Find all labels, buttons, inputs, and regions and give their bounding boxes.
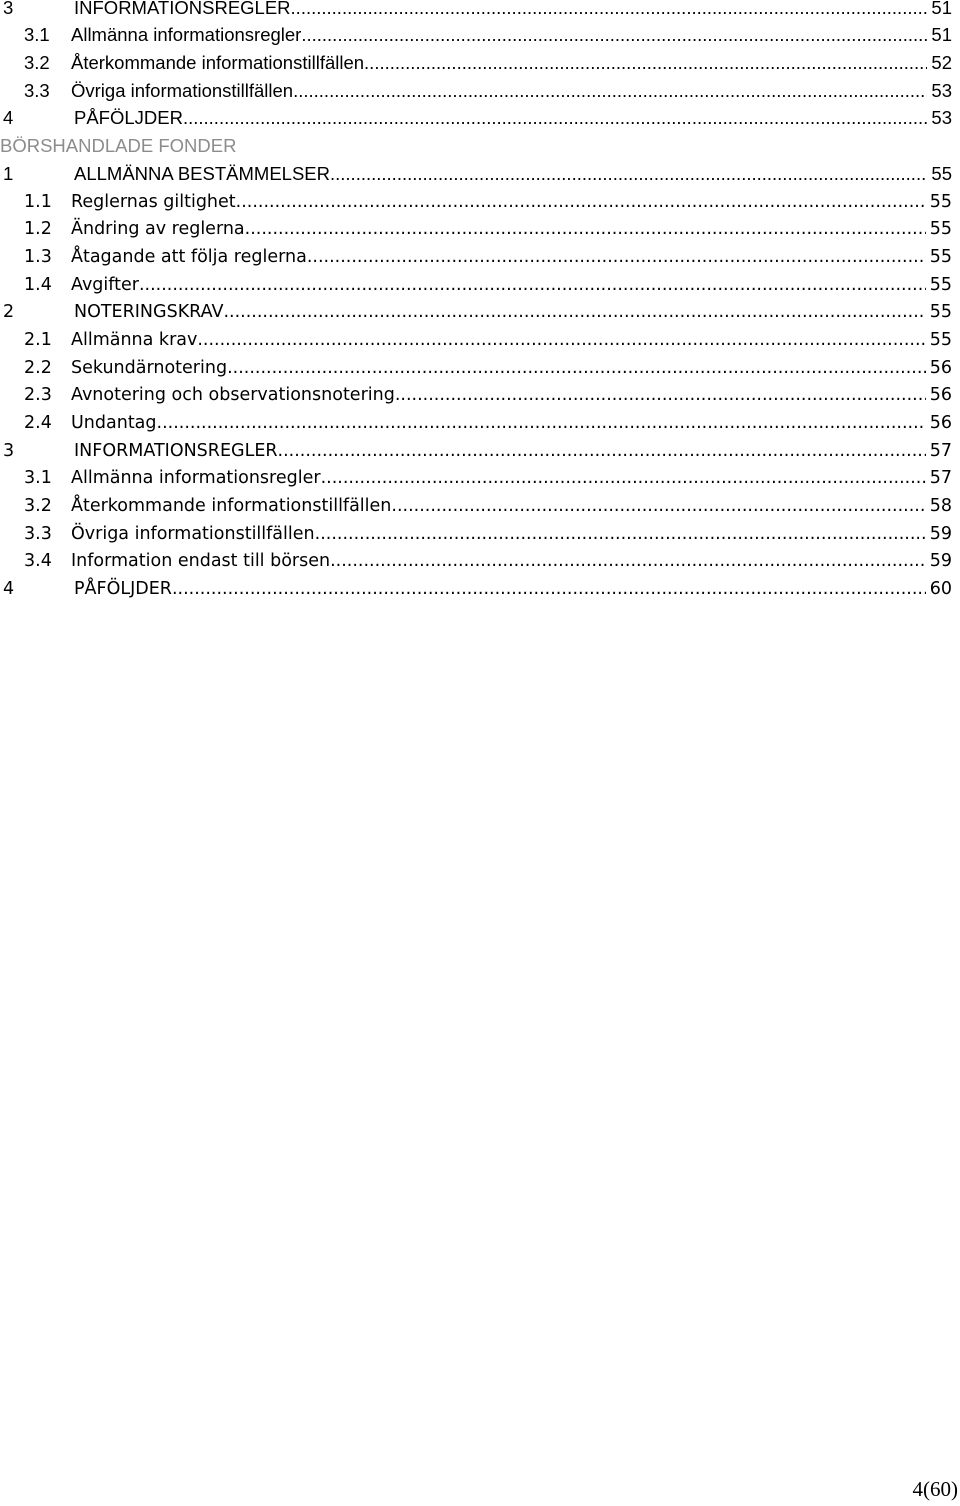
toc-leader-dots xyxy=(307,246,926,268)
toc-entry-title: Återkommande informationstillfällen xyxy=(71,52,365,74)
toc-entry-title: Information endast till börsen xyxy=(71,551,331,572)
toc-entry-page: 58 xyxy=(929,496,952,517)
toc-entry[interactable] xyxy=(0,517,952,545)
toc-entry[interactable] xyxy=(0,74,952,102)
toc-entry-number: 3 xyxy=(3,0,14,18)
toc-entry-number: 2.1 xyxy=(24,329,52,350)
toc-entry-page: 55 xyxy=(929,246,952,267)
page-number: 4(60) xyxy=(912,1477,958,1501)
toc-leader-dots xyxy=(139,274,926,296)
toc-entry[interactable] xyxy=(0,406,952,434)
toc-section-heading xyxy=(0,129,952,157)
toc-leader-dots xyxy=(291,0,928,19)
toc-entry-number: 3.3 xyxy=(24,79,50,101)
toc-entry-title: PÅFÖLJDER xyxy=(74,107,183,129)
toc-entry-page: 57 xyxy=(929,440,952,461)
toc-leader-dots xyxy=(157,412,926,434)
toc-leader-dots xyxy=(364,52,927,74)
toc-entry-page: 59 xyxy=(929,523,952,544)
toc-entry-page: 56 xyxy=(929,357,952,378)
toc-entry-number: 1.3 xyxy=(24,246,52,267)
toc-entry[interactable] xyxy=(0,379,952,407)
toc-entry-page: 55 xyxy=(931,162,952,184)
toc-entry-number: 2.3 xyxy=(24,385,52,406)
toc-entry-page: 52 xyxy=(931,52,952,74)
toc-entry[interactable] xyxy=(0,572,952,600)
toc-entry-title: Allmänna krav xyxy=(71,329,198,350)
toc-entry-number: 3.2 xyxy=(24,52,50,74)
toc-entry[interactable] xyxy=(0,462,952,490)
toc-entry-title: Övriga informationstillfällen xyxy=(71,79,294,101)
toc-entry[interactable] xyxy=(0,323,952,351)
toc-entry[interactable] xyxy=(0,545,952,573)
toc-entry-page: 56 xyxy=(929,413,952,433)
toc-entry[interactable] xyxy=(0,102,952,130)
toc-entry-title: Avnotering och observationsnotering xyxy=(71,385,395,406)
toc-entry-page: 55 xyxy=(929,274,952,295)
toc-entry[interactable] xyxy=(0,296,952,324)
toc-entry-number: 1 xyxy=(3,162,14,184)
toc-leader-dots xyxy=(321,467,926,489)
toc-entry[interactable] xyxy=(0,19,952,47)
toc-entry[interactable] xyxy=(0,213,952,241)
toc-entry[interactable] xyxy=(0,240,952,268)
toc-entry-page: 60 xyxy=(929,579,952,600)
toc-section-title: BÖRSHANDLADE FONDER xyxy=(0,135,237,157)
toc-entry-number: 1.2 xyxy=(24,219,52,240)
toc-entry-number: 3.4 xyxy=(24,551,52,572)
toc-entry-number: 3.1 xyxy=(24,468,52,489)
toc-leader-dots xyxy=(301,24,927,46)
toc-entry-title: Undantag xyxy=(71,413,157,433)
toc-entry-title: Allmänna informationsregler xyxy=(71,24,302,46)
toc-entry-title: PÅFÖLJDER xyxy=(74,579,172,600)
toc-entry[interactable] xyxy=(0,46,952,74)
toc-leader-dots xyxy=(197,329,925,351)
toc-entry-number: 2.4 xyxy=(24,413,52,433)
toc-leader-dots xyxy=(293,80,927,102)
toc-entry-title: Allmänna informationsregler xyxy=(71,468,321,489)
toc-entry[interactable] xyxy=(0,185,952,213)
toc-entry-number: 3.2 xyxy=(24,496,52,517)
toc-leader-dots xyxy=(395,384,926,406)
toc-entry[interactable] xyxy=(0,268,952,296)
toc-entry-number: 2 xyxy=(3,302,15,323)
toc-entry-title: Avgifter xyxy=(71,274,139,295)
toc-entry-page: 57 xyxy=(929,468,952,489)
toc-entry-title: NOTERINGSKRAV xyxy=(74,302,224,323)
toc-leader-dots xyxy=(278,440,926,462)
toc-entry-number: 3.3 xyxy=(24,523,52,544)
toc-entry-page: 53 xyxy=(931,79,952,101)
toc-entry-title: Reglernas giltighet xyxy=(71,191,236,212)
toc-entry-title: INFORMATIONSREGLER xyxy=(74,0,291,18)
toc-leader-dots xyxy=(245,218,926,240)
toc-leader-dots xyxy=(227,357,926,379)
toc-leader-dots xyxy=(183,107,927,129)
toc-entry-number: 1.1 xyxy=(24,191,52,212)
toc-entry-title: Sekundärnotering xyxy=(71,357,228,378)
toc-leader-dots xyxy=(223,301,925,323)
toc-entry-number: 3 xyxy=(3,440,15,461)
toc-entry-title: Återkommande informationstillfällen xyxy=(71,496,392,517)
toc-entry-title: Åtagande att följa reglerna xyxy=(71,246,307,267)
toc-entry-page: 53 xyxy=(931,107,952,129)
toc-entry-title: INFORMATIONSREGLER xyxy=(74,440,278,461)
toc-leader-dots xyxy=(330,550,926,572)
toc-entry-number: 1.4 xyxy=(24,274,52,295)
toc-entry-number: 2.2 xyxy=(24,357,52,378)
toc-entry-number: 4 xyxy=(3,107,14,129)
table-of-contents xyxy=(0,0,952,600)
toc-entry-number: 3.1 xyxy=(24,24,50,46)
toc-leader-dots xyxy=(315,523,926,545)
toc-entry[interactable] xyxy=(0,0,952,19)
toc-leader-dots xyxy=(172,578,926,600)
toc-entry-title: Ändring av reglerna xyxy=(71,219,245,240)
toc-entry-page: 55 xyxy=(929,329,952,350)
toc-entry-page: 56 xyxy=(929,385,952,406)
toc-entry-title: ALLMÄNNA BESTÄMMELSER xyxy=(74,162,330,184)
toc-entry-page: 55 xyxy=(929,302,952,323)
toc-leader-dots xyxy=(236,191,926,213)
toc-entry-number: 4 xyxy=(3,579,15,600)
toc-entry-page: 55 xyxy=(929,191,952,212)
toc-entry-page: 59 xyxy=(929,551,952,572)
toc-entry-page: 51 xyxy=(931,24,952,46)
toc-leader-dots xyxy=(391,495,925,517)
toc-entry[interactable] xyxy=(0,157,952,185)
toc-entry-page: 55 xyxy=(929,219,952,240)
toc-leader-dots xyxy=(330,163,927,185)
toc-entry-title: Övriga informationstillfällen xyxy=(71,523,315,544)
toc-entry[interactable] xyxy=(0,434,952,462)
toc-entry[interactable] xyxy=(0,351,952,379)
toc-entry-page: 51 xyxy=(931,0,952,18)
toc-entry[interactable] xyxy=(0,489,952,517)
